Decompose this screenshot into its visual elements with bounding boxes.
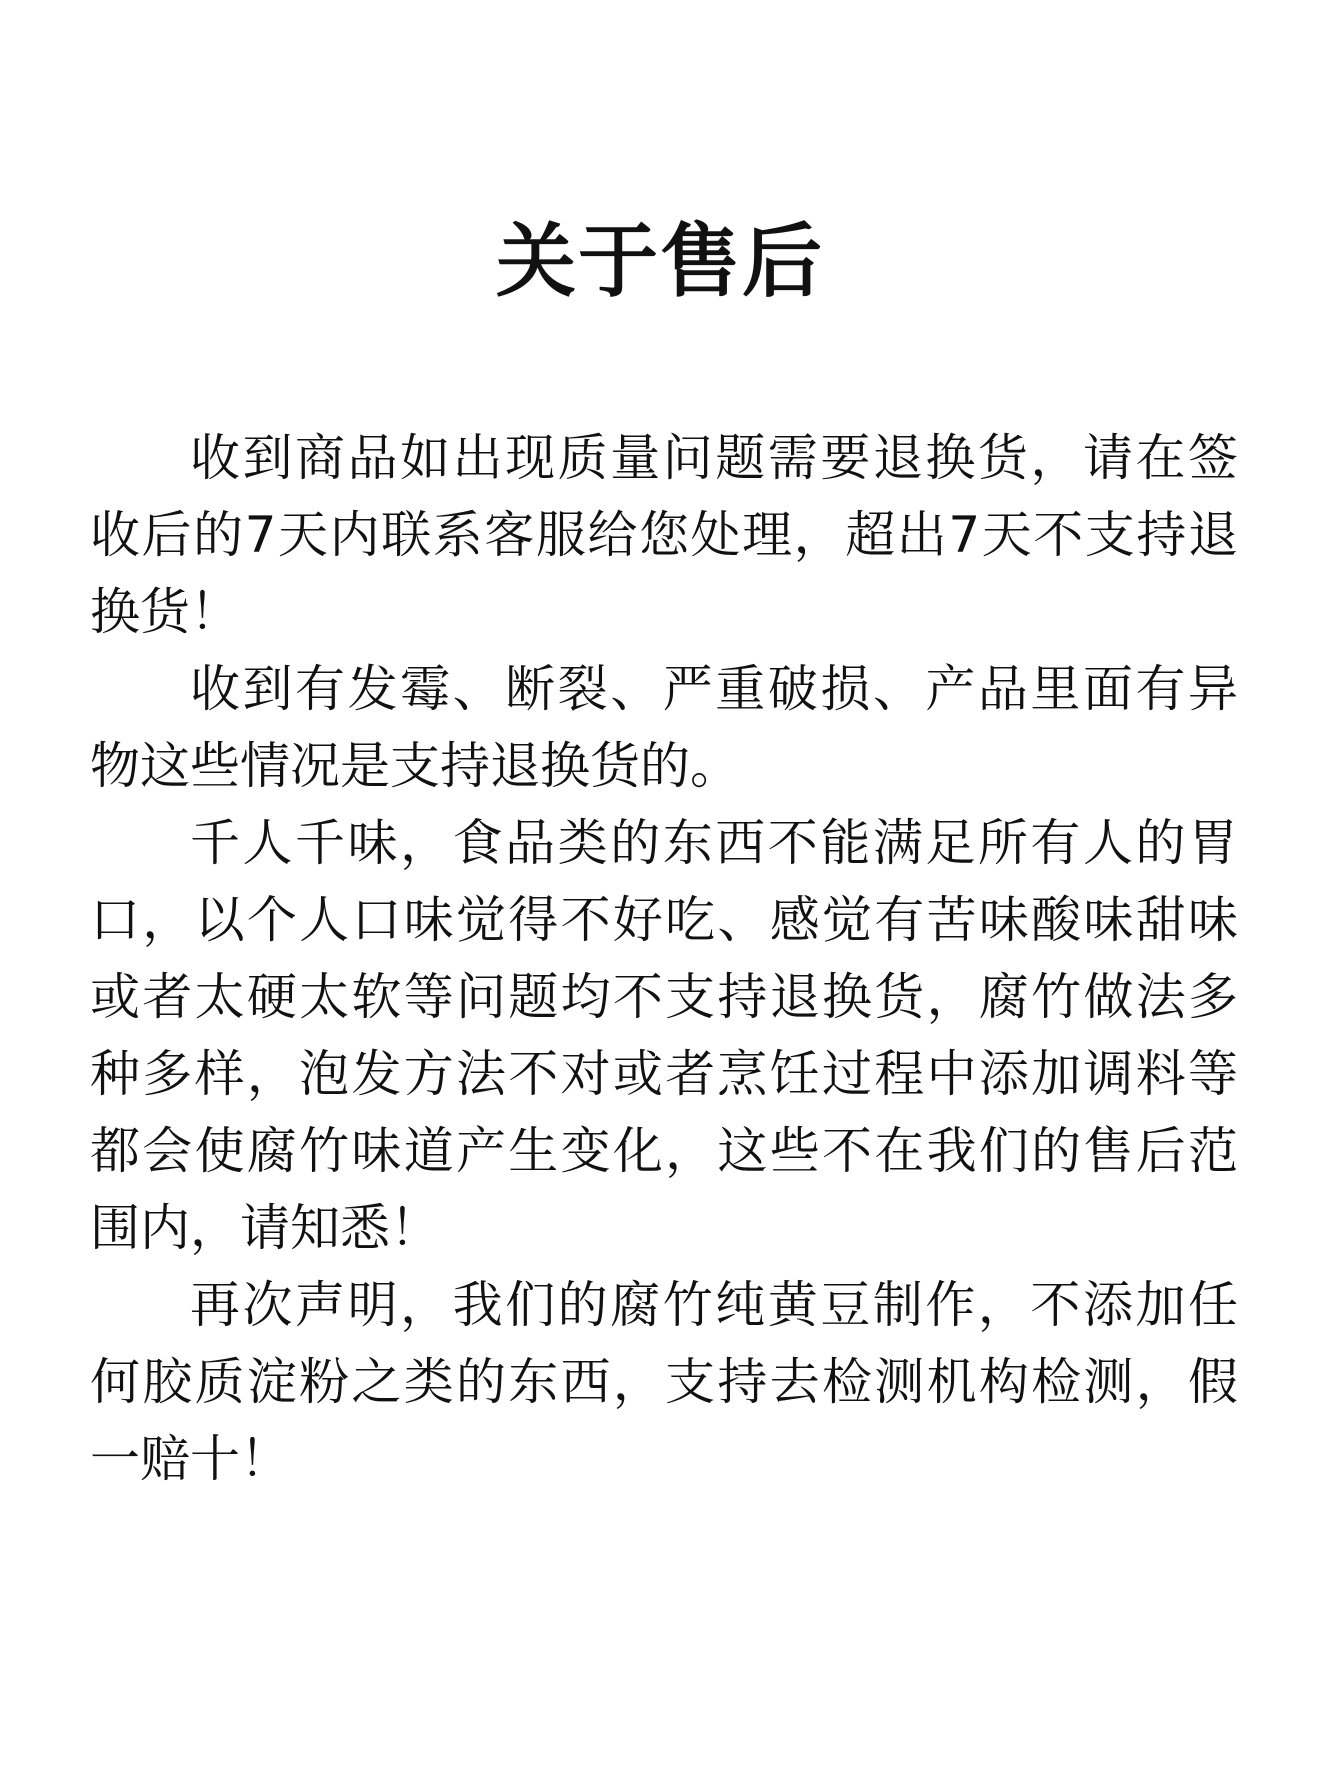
paragraph-return-policy: 收到商品如出现质量问题需要退换货，请在签收后的7天内联系客服给您处理，超出7天不支持退换货！ <box>90 429 1238 641</box>
paragraph-eligible-cases: 收到有发霉、断裂、严重破损、产品里面有异物这些情况是支持退换货的。 <box>90 660 1238 795</box>
paragraph-quality-statement: 再次声明，我们的腐竹纯黄豆制作，不添加任何胶质淀粉之类的东西，支持去检测机构检测，假一赔十！ <box>90 1276 1238 1488</box>
page-title: 关于售后 <box>496 215 824 308</box>
notice-content <box>90 420 1238 1498</box>
paragraph-taste-disclaimer: 千人千味，食品类的东西不能满足所有人的胃口，以个人口味觉得不好吃、感觉有苦味酸味甜味或者太硬太软等问题均不支持退换货，腐竹做法多种多样，泡发方法不对或者烹饪过程中添加调料等都会使腐竹味道产生变化，这些不在我们的售后范围内，请知悉！ <box>90 814 1238 1257</box>
